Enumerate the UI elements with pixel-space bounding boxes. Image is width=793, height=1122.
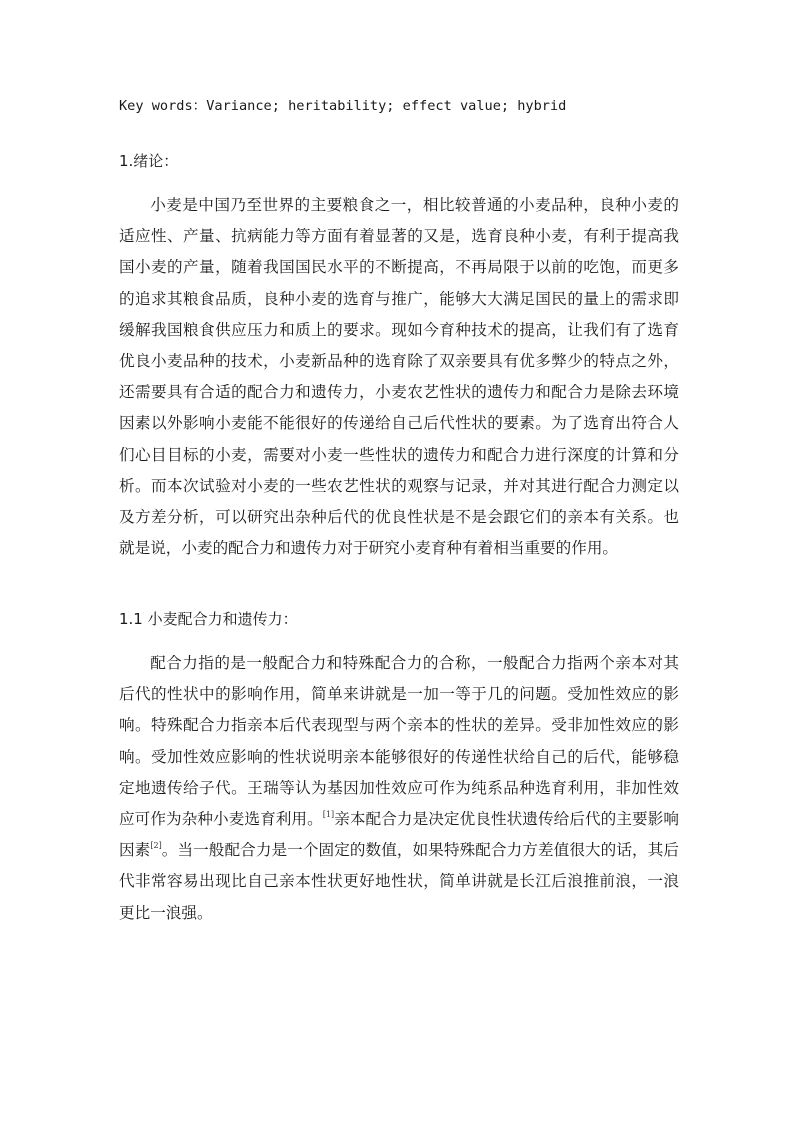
citation-2[interactable]: [2] [150,841,162,851]
combining-ability-paragraph [119,648,679,929]
paragraph-text-part2: 亲本配合力是决定优良性状遗传给后代的主要影响因素 [119,810,679,860]
paragraph-text-part3: 。当一般配合力是一个固定的数值，如果特殊配合力方差值很大的话，其后代非常容易出现比自己亲本性状更好地性状，简单讲就是长江后浪推前浪，一浪更比一浪强。 [119,841,679,922]
keywords-line: Key words：Variance; heritability; effect value; hybrid [119,98,567,114]
paragraph-text-part1: 配合力指的是一般配合力和特殊配合力的合称，一般配合力指两个亲本对其后代的性状中的影响作用，简单来讲就是一加一等于几的问题。受加性效应的影响。特殊配合力指亲本后代表现型与两个亲本的性状的差异。受非加性效应的影响。受加性效应影响的性状说明亲本能够很好的传递性状给自己的后代，能够稳定地遗传给子代。王瑞等认为基因加性效应可作为纯系品种选育利用，非加性效应可作为杂种小麦选育利用。 [119,654,679,829]
citation-1[interactable]: [1] [322,810,335,820]
section-heading-introduction: 1.绪论： [119,152,179,170]
introduction-paragraph: 小麦是中国乃至世界的主要粮食之一，相比较普通的小麦品种，良种小麦的适应性、产量、抗病能力等方面有着显著的又是，选育良种小麦，有利于提高我国小麦的产量，随着我国国民水平的不断提高，不再局限于以前的吃饱，而更多的追求其粮食品质，良种小麦的选育与推广，能够大大满足国民的量上的需求即缓解我国粮食供应压力和质上的要求。现如今育种技术的提高，让我们有了选育优良小麦品种的技术，小麦新品种的选育除了双亲要具有优多弊少的特点之外，还需要具有合适的配合力和遗传力，小麦农艺性状的遗传力和配合力是除去环境因素以外影响小麦能不能很好的传递给自己后代性状的要素。为了选育出符合人们心目目标的小麦，需要对小麦一些性状的遗传力和配合力进行深度的计算和分析。而本次试验对小麦的一些农艺性状的观察与记录，并对其进行配合力测定以及方差分析，可以研究出杂种后代的优良性状是不是会跟它们的亲本有关系。也就是说，小麦的配合力和遗传力对于研究小麦育种有着相当重要的作用。 [119,196,679,558]
section-heading-combining-ability: 1.1 小麦配合力和遗传力： [119,610,298,628]
